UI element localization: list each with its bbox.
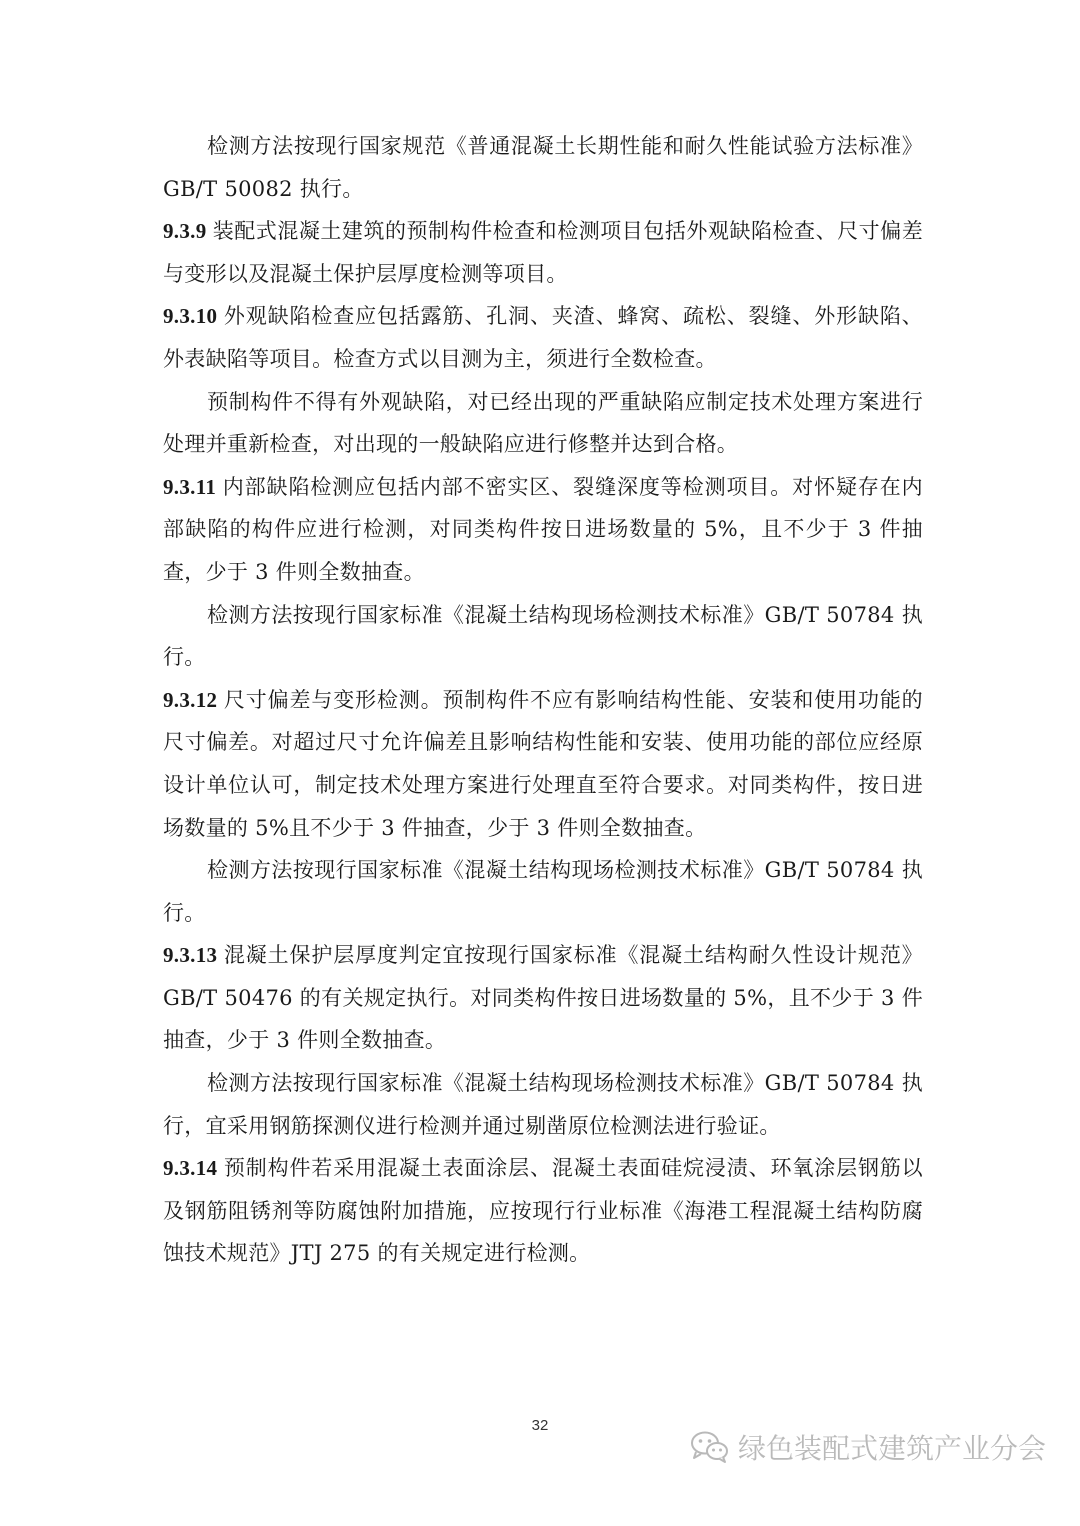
section-number: 9.3.12 — [163, 687, 218, 712]
section-number: 9.3.13 — [163, 943, 218, 968]
paragraph — [163, 381, 923, 466]
section-number: 9.3.9 — [163, 219, 207, 244]
paragraph-text: 尺寸偏差与变形检测。预制构件不应有影响结构性能、安装和使用功能的尺寸偏差。对超过尺寸允许偏差且影响结构性能和安装、使用功能的部位应经原设计单位认可，制定技术处理方案进行处理直至符合要求。对同类构件，按日进场数量的 5%且不少于 3 件抽查，少于 3 件则全数抽查。 — [163, 687, 923, 840]
paragraph-text: 外观缺陷检查应包括露筋、孔洞、夹渣、蜂窝、疏松、裂缝、外形缺陷、外表缺陷等项目。检查方式以目测为主，须进行全数检查。 — [163, 304, 923, 371]
paragraph — [163, 1062, 923, 1147]
paragraph — [163, 679, 923, 849]
paragraph-text: 检测方法按现行国家标准《混凝土结构现场检测技术标准》GB/T 50784 执行，宜采用钢筋探测仪进行检测并通过剔凿原位检测法进行验证。 — [163, 1071, 923, 1138]
paragraph — [163, 125, 923, 210]
paragraph — [163, 594, 923, 679]
watermark-text: 绿色装配式建筑产业分会 — [737, 1432, 1046, 1465]
paragraph-text: 装配式混凝土建筑的预制构件检查和检测项目包括外观缺陷检查、尺寸偏差与变形以及混凝土保护层厚度检测等项目。 — [163, 219, 923, 286]
paragraph-text: 内部缺陷检测应包括内部不密实区、裂缝深度等检测项目。对怀疑存在内部缺陷的构件应进行检测，对同类构件按日进场数量的 5%，且不少于 3 件抽查，少于 3 件则全数抽查。 — [163, 474, 923, 584]
wechat-icon — [690, 1430, 730, 1464]
watermark — [690, 1427, 1046, 1467]
section-number: 9.3.10 — [163, 304, 218, 329]
page-number: 32 — [531, 1417, 549, 1434]
paragraph-text: 预制构件若采用混凝土表面涂层、混凝土表面硅烷浸渍、环氧涂层钢筋以及钢筋阻锈剂等防腐蚀附加措施，应按现行行业标准《海港工程混凝土结构防腐蚀技术规范》JTJ 275 的有关规定进行检测。 — [163, 1156, 923, 1266]
paragraph-text: 混凝土保护层厚度判定宜按现行国家标准《混凝土结构耐久性设计规范》GB/T 50476 的有关规定执行。对同类构件按日进场数量的 5%，且不少于 3 件抽查，少于 3 件则全数抽查。 — [163, 943, 923, 1053]
paragraph-text: 预制构件不得有外观缺陷，对已经出现的严重缺陷应制定技术处理方案进行处理并重新检查，对出现的一般缺陷应进行修整并达到合格。 — [163, 389, 923, 457]
paragraph — [163, 1147, 923, 1275]
paragraph — [163, 934, 923, 1062]
paragraph-text: 检测方法按现行国家标准《混凝土结构现场检测技术标准》GB/T 50784 执行。 — [163, 602, 923, 670]
paragraph — [163, 295, 923, 380]
document-body — [163, 125, 923, 1275]
paragraph — [163, 466, 923, 594]
paragraph-text: 检测方法按现行国家标准《混凝土结构现场检测技术标准》GB/T 50784 执行。 — [163, 858, 923, 925]
section-number: 9.3.14 — [163, 1156, 218, 1181]
paragraph-text: 检测方法按现行国家规范《普通混凝土长期性能和耐久性能试验方法标准》GB/T 50082 执行。 — [163, 134, 923, 201]
paragraph — [163, 849, 923, 934]
paragraph — [163, 210, 923, 295]
section-number: 9.3.11 — [163, 474, 217, 499]
